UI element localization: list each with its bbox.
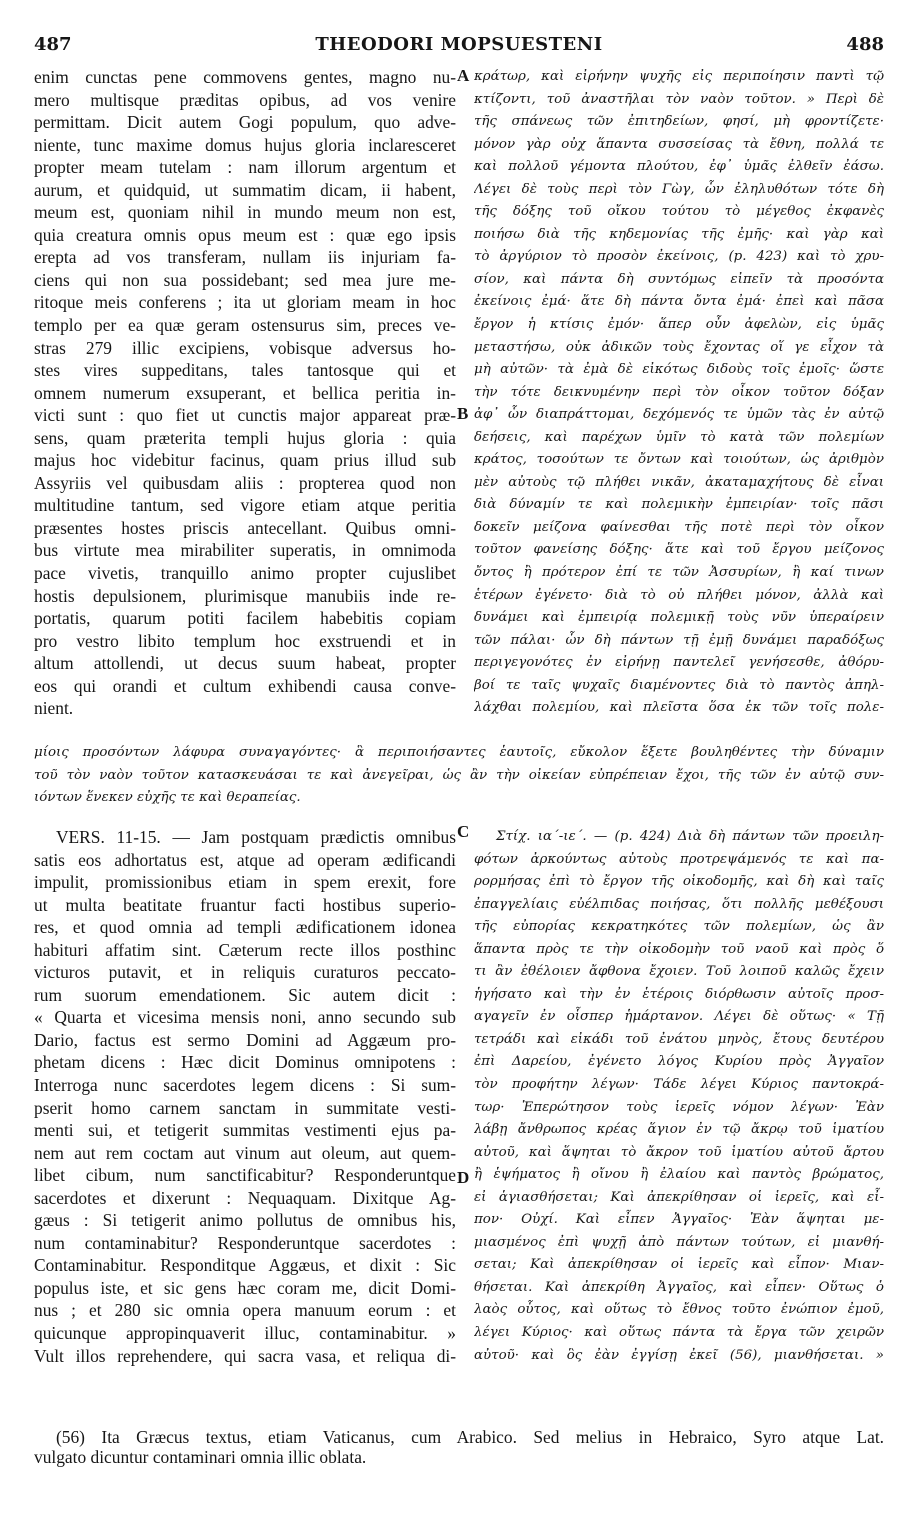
greek-top-line: Λέγει δὲ τοὺς περὶ τὸν Γὼγ, ὧν ἐληλυθότων τότε δὴ: [474, 181, 884, 197]
greek-top-line: κτίζοντι, τοῦ ἀναστῆλαι τὸν ναὸν τοῦτον. » Περὶ δὲ: [474, 91, 884, 107]
greek-top-line: ἑτέρων ἐγένετο· διὰ τὸ οὐ πλήθει μόνον, ἀλλὰ καὶ: [474, 587, 884, 603]
latin-bottom-line: Dario, factus est sermo Domini ad Aggæum pro-: [34, 1029, 456, 1050]
greek-bottom-line: τὸν προφήτην λέγων· Τάδε λέγει Κύριος παντοκρά-: [474, 1077, 884, 1093]
latin-top-line: stras 279 illic excipiens, vobisque adversus ho-: [34, 337, 456, 358]
latin-top-line: Assyriis vel quibusdam aliis : propterea quod non: [34, 472, 456, 493]
latin-top-line: stes vires suppeditans, tales tantosque qui et: [34, 360, 456, 381]
latin-top-line: ciens qui non sua possidebant; sed mea jure me-: [34, 269, 456, 290]
greek-bottom-line: φότων ἀρκούντως αὐτοὺς προτρεψάμενός τε καὶ πα-: [474, 851, 884, 867]
latin-bottom-line: nem aut rem coctam aut vinum aut oleum, aut quem-: [34, 1142, 456, 1163]
latin-top-line: multitudine tantum, sed vigore etiam atque peritia: [34, 495, 456, 516]
greek-bottom-line: πον· Οὐχί. Καὶ εἶπεν Ἀγγαῖος· Ἐὰν ἅψηται με-: [474, 1212, 884, 1228]
latin-bottom-line: « Quarta et vicesima mensis noni, anno secundo sub: [34, 1007, 456, 1028]
greek-bottom-line: τωρ· Ἐπερώτησον τοὺς ἱερεῖς νόμον λέγων· Ἐὰν: [474, 1099, 884, 1115]
greek-top-line: μεταστήσω, οὐκ ἀδικῶν τοὺς ἔχοντας οἵ γε εἶχον τὰ: [474, 339, 884, 355]
latin-top-line: permittam. Dicit autem Gogi populum, quo adve-: [34, 112, 456, 133]
latin-bottom-line: impulit, promissionibus etiam in spem erexit, fore: [34, 872, 456, 893]
greek-bottom-line: σεται; Καὶ ἀπεκρίθησαν οἱ ἱερεῖς καὶ εἶπον· Μιαν-: [474, 1257, 884, 1273]
footnote-line: vulgato dicuntur contaminari omnia illic oblata.: [34, 1447, 367, 1467]
greek-full-line: ιόντων ἕνεκεν εὐχῆς τε καὶ θεραπείας.: [34, 790, 301, 806]
greek-top-line: ἀφ᾽ ὧν διαπράττομαι, δεχόμενός τε ὑμῶν τὰς ἐν αὐτῷ: [474, 407, 884, 423]
latin-bottom-line: Contaminabitur. Responditque Aggæus, et dixit : Sic: [34, 1255, 456, 1276]
latin-top-line: majus hoc videbitur facinus, quam prius illud sub: [34, 450, 456, 471]
greek-top-line: τοῦτον φανείσης δόξης· ἅτε καὶ τοῦ ἔργου μείζονος: [474, 542, 884, 558]
greek-top-line: μόνον γὰρ οὐχ ἅπαντα συσσείσας τὰ ἔθνη, πολλά τε: [474, 136, 884, 152]
greek-column-bottom: [474, 826, 884, 1367]
latin-bottom-line: num contaminabitur? Responderuntque sacerdotes :: [34, 1232, 456, 1253]
latin-top-line: nient.: [34, 698, 74, 719]
greek-top-line: δυνάμει καὶ ἐμπειρίᾳ πολεμικῇ τοὺς νῦν ὑπεραίρειν: [474, 610, 884, 626]
greek-full-width-paragraph: [34, 742, 884, 810]
greek-bottom-line: αγαγεῖν ἐν οἷσπερ ἡμάρτανον. Λέγει δὲ οὕτως· « Τῇ: [474, 1009, 884, 1025]
latin-top-line: templo per ea quæ geram ostensurus sim, preces ve-: [34, 315, 456, 336]
latin-top-line: victi sunt : quo fiet ut cunctis major appareat præ-: [34, 405, 456, 426]
greek-bottom-line: εἰ ἁγιασθήσεται; Καὶ ἀπεκρίθησαν οἱ ἱερεῖς, καὶ εἶ-: [474, 1189, 884, 1205]
latin-bottom-line: victuros putavit, et in reliquis curaturos peccato-: [34, 962, 456, 983]
latin-top-line: præsentes hostes priscis antecellant. Quibus omni-: [34, 517, 456, 538]
greek-top-line: τὴν τότε δεικνυμένην περὶ τὸν οἶκον τοῦτον δόξαν: [474, 384, 884, 400]
greek-full-line: τοῦ τὸν ναὸν τοῦτον κατασκευάσαι τε καὶ ἀνεγεῖραι, ὡς ἂν τὴν οἰκείαν εὐπρέπειαν ἔχοι, τῆς τῶν ἐν αὐτῷ συν-: [34, 767, 884, 783]
latin-bottom-line: Vult illos reprehendere, qui sacra vasa, et reliqua di-: [34, 1345, 456, 1366]
latin-bottom-line: pserit homo carnem sanctam in summitate vesti-: [34, 1097, 456, 1118]
greek-full-line: μίοις προσόντων λάφυρα συναγαγόντες· ἃ περιποιήσαντες ἑαυτοῖς, εὔκολον ἕξετε βουληθέντες τὴν δύναμιν: [34, 745, 884, 760]
latin-column-bottom: [34, 826, 456, 1367]
latin-top-line: pro vestro libito templum hoc exstruendi et in: [34, 630, 456, 651]
latin-top-line: eos qui orandi et cultum exhibendi causa conve-: [34, 675, 456, 696]
greek-bottom-line: λαὸς οὗτος, καὶ οὕτως τὸ ἔθνος τοῦτο ἐνώπιον ἐμοῦ,: [474, 1302, 884, 1318]
greek-bottom-line: αὐτοῦ· καὶ ὃς ἐὰν ἐγγίσῃ ἐκεῖ (56), μιανθήσεται. »: [474, 1347, 884, 1363]
greek-top-line: περιγεγονότες ἐν εἰρήνῃ παντελεῖ γενήσεσθε, ἀθόρυ-: [474, 655, 884, 671]
greek-top-line: δοκεῖν μείζονα φαίνεσθαι τῆς ποτὲ περὶ τὸν οἶκον: [474, 519, 884, 535]
footnote-line: (56) Ita Græcus textus, etiam Vaticanus, cum Arabico. Sed melius in Hebraico, Syro atque Lat.: [56, 1427, 884, 1447]
latin-top-line: propter meam tutelam : nam illorum argentum et: [34, 157, 456, 178]
greek-top-line: κράτος, τοσούτων τε ὄντων καὶ τοιούτων, ὡς ἀριθμὸν: [474, 452, 884, 468]
greek-top-line: λάχθαι πολεμίου, καὶ πλεῖστα ὅσα ἐκ τῶν τοῖς πολε-: [474, 700, 884, 716]
footnote: [34, 1427, 884, 1467]
latin-bottom-line: Interroga nunc sacerdotes legem dicens : Si sum-: [34, 1075, 456, 1096]
latin-bottom-line: quicunque appropinquaverit illuc, contaminabitur. »: [34, 1323, 456, 1344]
right-page-number: 488: [846, 34, 884, 55]
greek-bottom-line: ἅπαντα πρὸς τε τὴν οἰκοδομὴν τοῦ ναοῦ καὶ πρὸς ὅ: [474, 941, 884, 957]
running-header: [34, 34, 884, 58]
left-page-number: 487: [34, 34, 72, 55]
latin-top-line: altum attollendi, ut decus suum habeat, propter: [34, 653, 456, 674]
latin-top-line: bus virtute mea mirabiliter superatis, in omnimoda: [34, 540, 456, 561]
greek-top-line: ὄντος ἢ πρότερον ἐπί τε τῶν Ἀσσυρίων, ἢ καί τινων: [474, 565, 884, 581]
greek-top-line: δεήσεις, καὶ παρέχων ὑμῖν τὸ κατὰ τῶν πολεμίων: [474, 429, 884, 445]
greek-top-line: μὴ αὐτῶν· τὰ ἐμὰ δὲ εἰκότως διδοὺς τοῖς ἐμοῖς· ὥστε: [474, 362, 884, 378]
margin-marker-b: B: [457, 404, 469, 423]
greek-bottom-line: αὐτοῦ, καὶ ἅψηται τὸ ἄκρον τοῦ ἱματίου αὐτοῦ ἄρτου: [474, 1144, 884, 1160]
latin-top-line: sens, quam præterita templi hujus gloria : quia: [34, 427, 456, 448]
margin-marker-c: C: [457, 822, 470, 841]
running-title: THEODORI MOPSUESTENI: [315, 34, 603, 55]
latin-bottom-line: res, et quod omnia ad templi ædificationem idonea: [34, 917, 456, 938]
greek-top-line: τὸ ἀργύριον τὸ προσὸν ἐκείνοις, (p. 423) καὶ τὸ χρυ-: [474, 249, 884, 265]
latin-bottom-line: rum suorum emendationem. Sic autem dicit :: [34, 984, 456, 1005]
greek-top-line: τῆς σπάνεως τῶν ἐπιτηδείων, φησί, μὴ φροντίζετε·: [474, 114, 884, 130]
latin-top-line: aurum, et quidquid, ut summatim dicam, ii habent,: [34, 179, 456, 200]
latin-bottom-line: habituri affatim sint. Cæterum recte illos posthinc: [34, 939, 456, 960]
greek-top-line: καὶ πολλοῦ γέμοντα πλούτου, ἐφ᾽ ὑμᾶς ἐλθεῖν ἐάσω.: [474, 159, 884, 175]
latin-bottom-line: satis eos adhortatus est, atque ad operam ædificandi: [34, 849, 456, 870]
latin-bottom-line: ut multa beatitate fruantur facti hostibus superio-: [34, 894, 456, 915]
greek-bottom-line: λάβῃ ἄνθρωπος κρέας ἅγιον ἐν τῷ ἄκρῳ τοῦ ἱματίου: [474, 1122, 884, 1138]
latin-top-line: portatis, quarum potiti facilem habebitis copiam: [34, 608, 456, 629]
greek-top-line: σίον, καὶ πάντα δὴ συντόμως εἰπεῖν τὰ προσόντα: [474, 271, 884, 287]
latin-bottom-line: sacerdotes et dixerunt : Nequaquam. Dixitque Ag-: [34, 1187, 456, 1208]
latin-top-line: pace vivetis, tranquillo animo propter cujuslibet: [34, 563, 456, 584]
latin-column-top: [34, 66, 456, 720]
greek-bottom-line: λέγει Κύριος· καὶ οὕτως πάντα τὰ ἔργα τῶν χειρῶν: [474, 1325, 884, 1341]
latin-bottom-line: populus iste, et sic gens hæc coram me, dicit Domi-: [34, 1277, 456, 1298]
greek-bottom-line: ρορμήσας ἐπὶ τὸ ἔργον τῆς οἰκοδομῆς, καὶ δὴ καὶ ταῖς: [474, 874, 884, 890]
latin-top-line: omnem numerum exsuperant, et bellica peritia in-: [34, 382, 456, 403]
latin-top-line: erepta ad vos transferam, nullam iis injuriam fa-: [34, 247, 456, 268]
margin-marker-d: D: [457, 1168, 470, 1187]
latin-top-line: ritoque meis conferens ; ita ut gloriam meam in hoc: [34, 292, 456, 313]
greek-top-line: μὲν αὐτοὺς τῷ πλήθει νικᾶν, ἀκαταμαχήτους δὲ εἶναι: [474, 474, 884, 490]
greek-column-top: [474, 66, 884, 720]
greek-top-line: ἐκείνοις ἐμά· ἅτε δὴ πάντα ὄντα ἐμά· ἐπεὶ καὶ πᾶσα: [474, 294, 884, 310]
greek-bottom-line: θήσεται. Καὶ ἀπεκρίθη Ἀγγαῖος, καὶ εἶπεν· Οὕτως ὁ: [474, 1279, 884, 1295]
greek-bottom-line: ἢ ἑψήματος ἢ οἴνου ἢ ἐλαίου καὶ παντὸς βρώματος,: [474, 1167, 884, 1183]
latin-top-line: enim cunctas pene commovens gentes, magno nu-: [34, 67, 456, 87]
greek-bottom-line: ἡγήσατο καὶ τὴν ἐν ἑτέροις διόρθωσιν αὐτοῖς προσ-: [474, 986, 884, 1002]
greek-bottom-line: τι ἂν ἐθέλοιεν ἄφθονα ἔχοιεν. Τοῦ λοιποῦ καλῶς ἔχειν: [474, 964, 884, 980]
latin-bottom-line: menti sui, et tetigerit summitas vestimenti ejus pa-: [34, 1120, 456, 1141]
greek-bottom-line: ἐπαγγελίαις εὐέλπιδας ποιήσας, ὅτι πολλῆς μεθέξουσι: [474, 896, 884, 912]
greek-bottom-line: Στίχ. ια´-ιε´. — (p. 424) Διὰ δὴ πάντων τῶν προειλη-: [496, 829, 884, 844]
greek-top-line: τῶν πάλαι· ὧν δὴ πάντων τῇ ἐμῇ δυνάμει παραδόξως: [474, 632, 884, 648]
greek-top-line: ἔργον ἡ κτίσις ἐμόν· ἅπερ οὖν ἀφελὼν, εἰς ὑμᾶς: [474, 317, 884, 333]
latin-bottom-line: nus ; et 280 sic omnia opera manuum eorum : et: [34, 1300, 456, 1321]
greek-bottom-line: τετράδι καὶ εἰκάδι τοῦ ἐνάτου μηνὸς, ἔτους δευτέρου: [474, 1031, 884, 1047]
greek-top-line: κράτωρ, καὶ εἰρήνην ψυχῆς εἰς περιποίησιν παντὶ τῷ: [474, 69, 884, 84]
latin-bottom-line: phetam dicens : Hæc dicit Dominus omnipotens :: [34, 1052, 456, 1073]
greek-top-line: τῆς δόξης τοῦ οἴκου τούτου τὸ μέγεθος ἐκφανὲς: [474, 204, 884, 220]
greek-bottom-line: μιασμένος ἐπὶ ψυχῇ ἀπὸ πάντων τούτων, εἰ μιανθή-: [474, 1234, 884, 1250]
latin-bottom-line: gæus : Si tetigerit animo pollutus de omnibus his,: [34, 1210, 456, 1231]
greek-bottom-line: τῆς εὐπορίας κεκρατηκότες τῶν πολεμίων, ὡς ἂν: [474, 919, 884, 935]
greek-bottom-line: ἐπὶ Δαρείου, ἐγένετο λόγος Κυρίου πρὸς Ἀγγαῖον: [474, 1054, 884, 1070]
latin-top-line: quia creatura omnis opus meum est : quæ ego ipsis: [34, 224, 456, 245]
greek-top-line: διὰ δύναμίν τε καὶ πολεμικὴν ἐμπειρίαν· τοῖς πᾶσι: [474, 497, 884, 513]
margin-marker-a: A: [457, 66, 470, 85]
latin-top-line: meum est, quoniam nihil in mundo meum non est,: [34, 202, 456, 223]
greek-top-line: ποιήσω διὰ τῆς κηδεμονίας τῆς ἐμῆς· καὶ γὰρ καὶ: [474, 226, 884, 242]
latin-top-line: hostis depulsionem, plurimisque manubiis inde re-: [34, 585, 456, 606]
latin-bottom-line: VERS. 11-15. — Jam postquam prædictis omnibus: [56, 827, 456, 847]
greek-top-line: βοί τε ταῖς ψυχαῖς διαμένοντες διὰ τὸ παντὸς ἀπηλ-: [474, 677, 884, 693]
latin-bottom-line: libet cibum, num sanctificabitur? Responderuntque: [34, 1165, 456, 1186]
latin-top-line: niente, tunc maxime domus hujus gloria inclaresceret: [34, 134, 456, 155]
latin-top-line: mero multisque præditas opibus, ad vos venire: [34, 89, 456, 110]
